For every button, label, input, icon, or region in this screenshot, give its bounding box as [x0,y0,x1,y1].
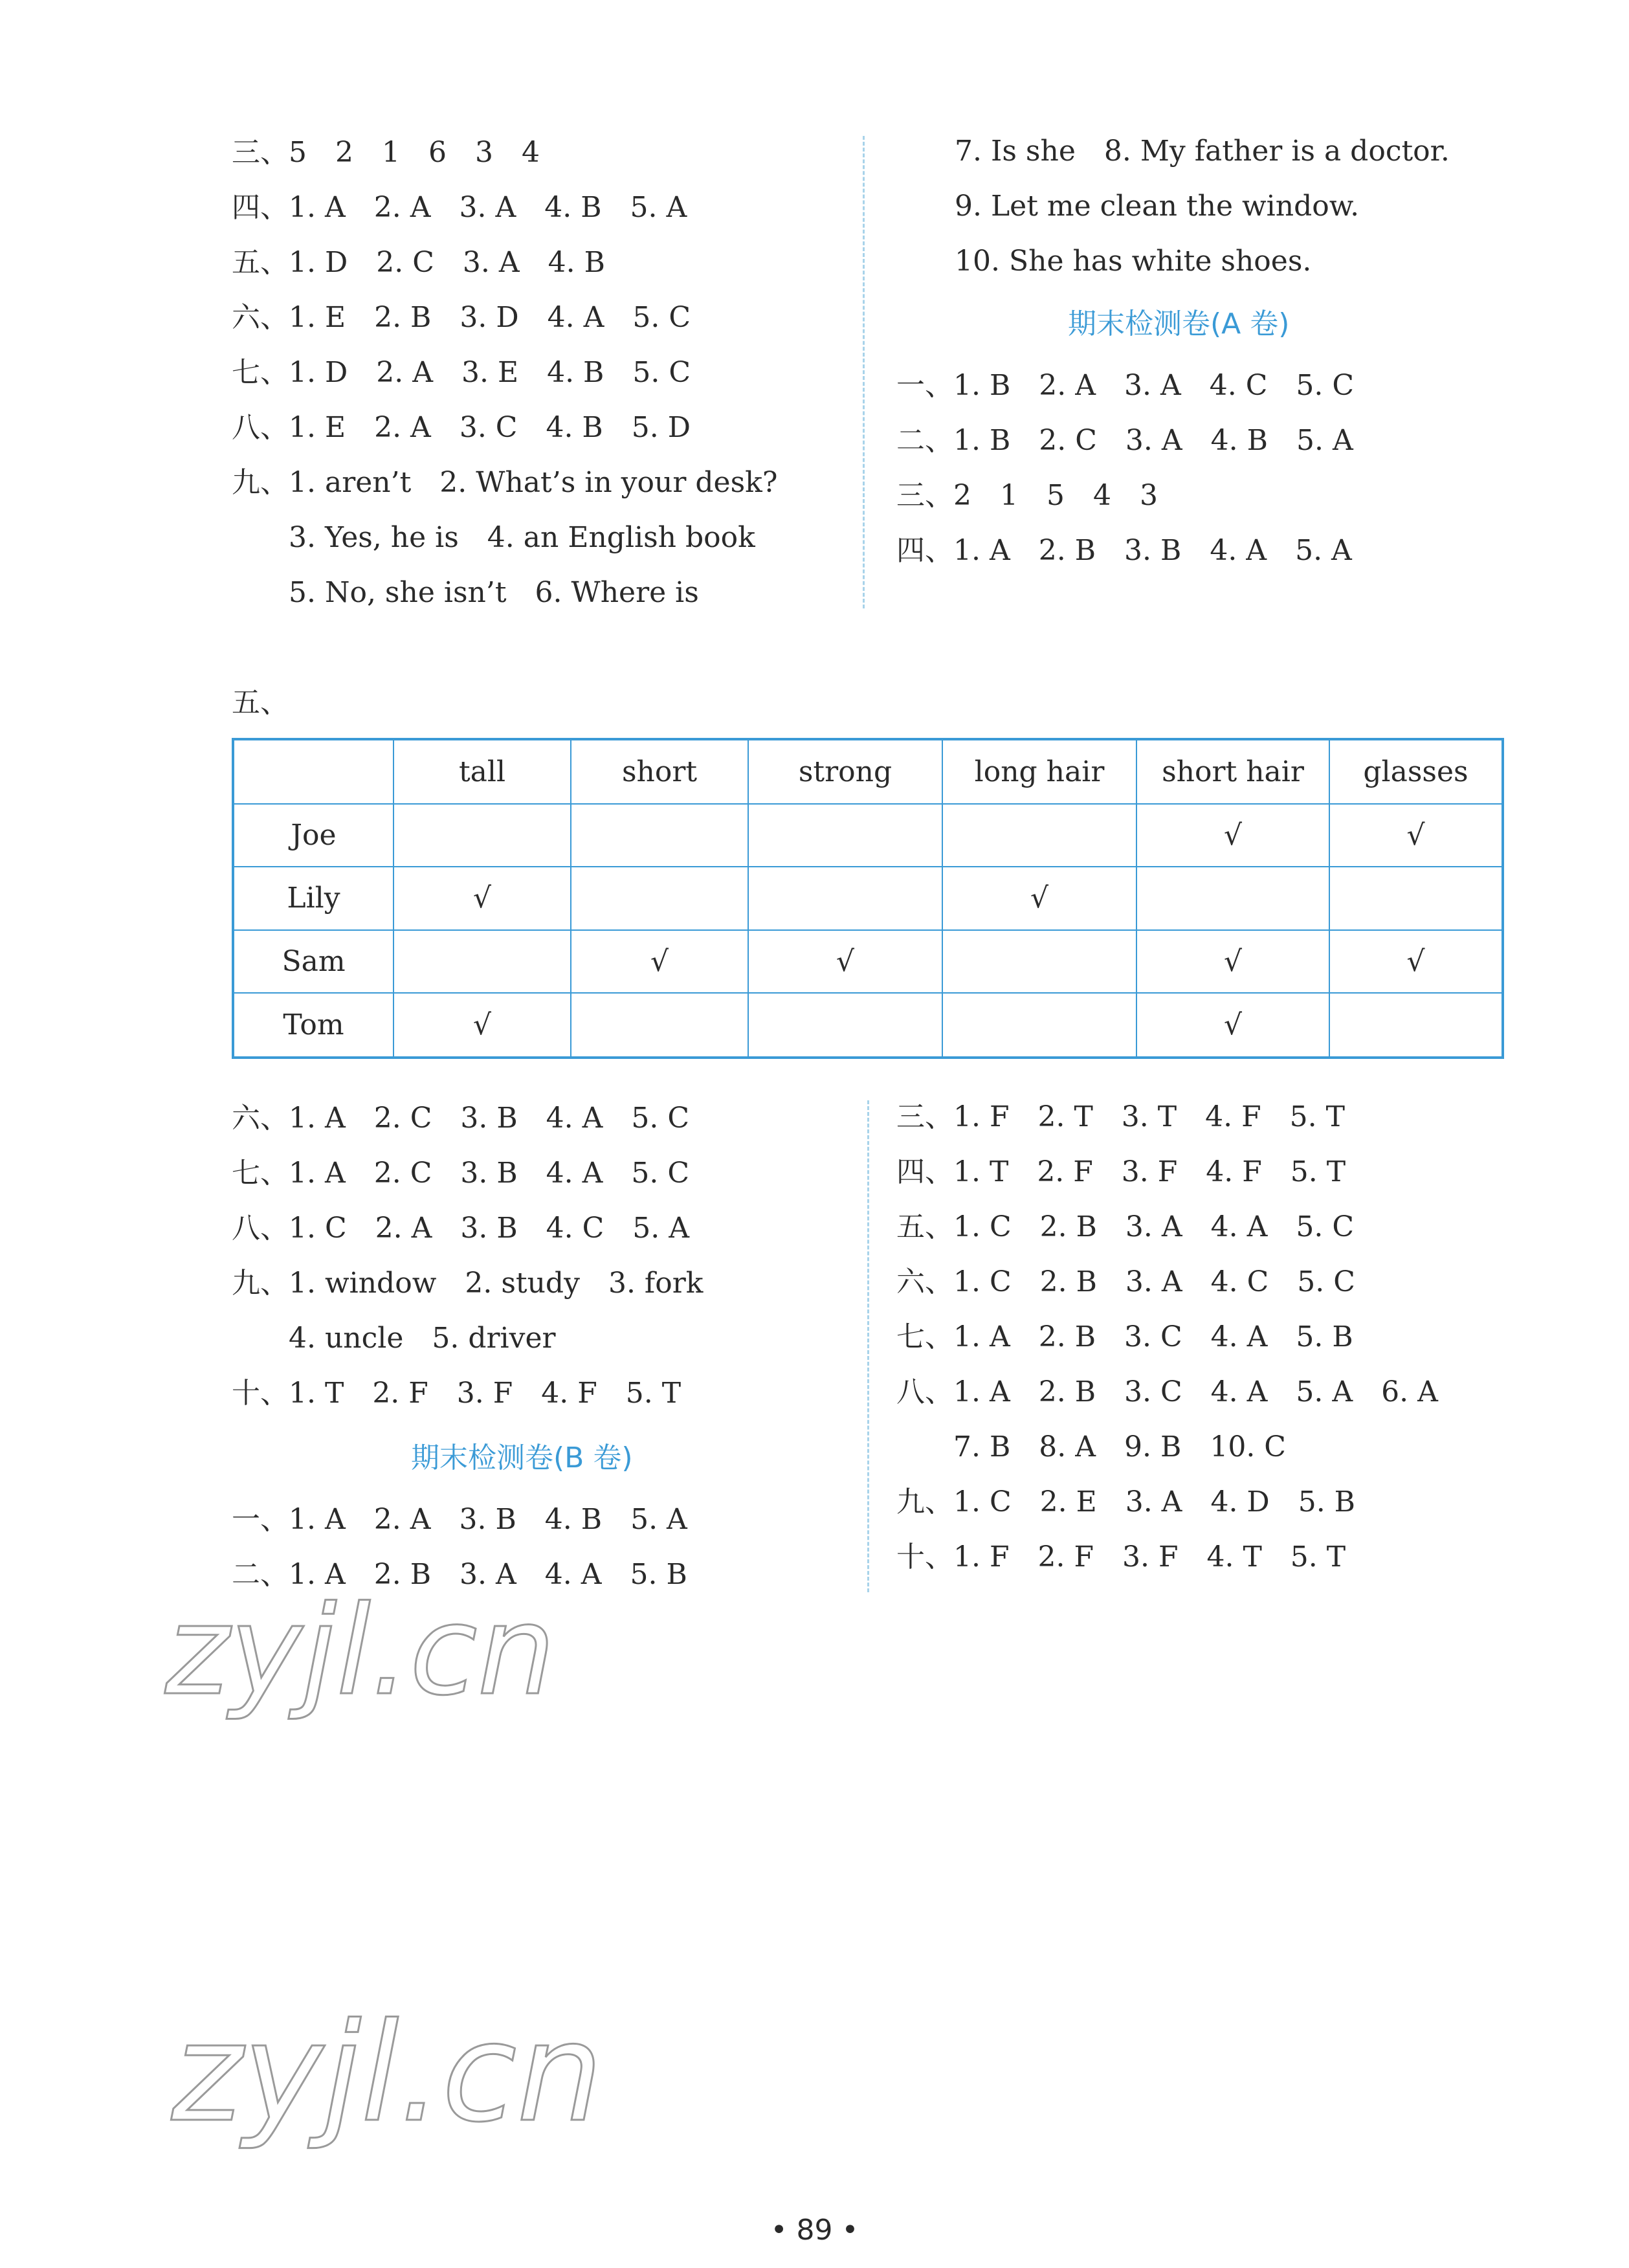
answer-line: 五、1. D 2. C 3. A 4. B [232,246,605,279]
table-cell: √ [942,867,1136,930]
table-cell [748,804,942,867]
table-cell [942,993,1136,1058]
table-cell: √ [1329,930,1503,994]
answer-line: 十、1. F 2. F 3. F 4. T 5. T [896,1540,1346,1573]
answer-line: 三、1. F 2. T 3. T 4. F 5. T [896,1100,1345,1133]
table-header: short hair [1136,739,1329,804]
table-cell [748,867,942,930]
section-heading-a: 期末检测卷(A 卷) [1068,307,1290,340]
answer-line: 二、1. B 2. C 3. A 4. B 5. A [896,424,1353,457]
row-name: Sam [233,930,393,994]
table-cell [1136,867,1329,930]
answer-line: 八、1. E 2. A 3. C 4. B 5. D [232,411,691,444]
table-cell [942,804,1136,867]
answer-line: 九、1. aren’t 2. What’s in your desk? [232,466,778,499]
answer-line: 六、1. C 2. B 3. A 4. C 5. C [896,1265,1355,1298]
table-cell [748,993,942,1058]
table-header-row [233,739,1503,804]
answer-line: 七、1. A 2. C 3. B 4. A 5. C [232,1157,690,1190]
table-cell: √ [393,867,571,930]
answer-line: 七、1. D 2. A 3. E 4. B 5. C [232,356,691,389]
answer-line: 七、1. A 2. B 3. C 4. A 5. B [896,1320,1353,1353]
answer-line: 六、1. E 2. B 3. D 4. A 5. C [232,301,691,334]
table-cell [393,930,571,994]
table-row [233,867,1503,930]
table-cell [571,993,748,1058]
answer-line: 六、1. A 2. C 3. B 4. A 5. C [232,1102,690,1135]
table-cell [1329,867,1503,930]
table-cell [571,804,748,867]
answer-line: 4. uncle 5. driver [232,1322,556,1355]
table-header: long hair [942,739,1136,804]
answer-line: 八、1. C 2. A 3. B 4. C 5. A [232,1212,690,1245]
table-cell [571,867,748,930]
answer-line: 7. Is she 8. My father is a doctor. [955,135,1450,168]
answer-table [232,738,1504,1059]
watermark-logo: zyjl.cn [165,1579,556,1722]
row-name: Tom [233,993,393,1058]
table-cell [393,804,571,867]
table-row [233,930,1503,994]
watermark-logo: zyjl.cn [172,1994,603,2152]
answer-line: 四、1. A 2. B 3. B 4. A 5. A [896,534,1352,567]
answer-line: 一、1. A 2. A 3. B 4. B 5. A [232,1503,687,1536]
table-cell: √ [1136,930,1329,994]
answer-line: 九、1. C 2. E 3. A 4. D 5. B [896,1485,1356,1518]
table-row [233,993,1503,1058]
table-header: tall [393,739,571,804]
table-header: glasses [1329,739,1503,804]
page-number: • 89 • [770,2214,859,2247]
table-header: strong [748,739,942,804]
column-divider [867,1100,869,1592]
row-name: Lily [233,867,393,930]
answer-line: 十、1. T 2. F 3. F 4. F 5. T [232,1377,682,1410]
column-divider [863,136,865,608]
answer-line: 5. No, she isn’t 6. Where is [232,576,699,609]
answer-line: 10. She has white shoes. [955,245,1312,278]
table-cell: √ [571,930,748,994]
table-cell: √ [1136,804,1329,867]
answer-line: 二、1. A 2. B 3. A 4. A 5. B [232,1558,687,1591]
answer-line: 一、1. B 2. A 3. A 4. C 5. C [896,369,1355,402]
answer-line: 3. Yes, he is 4. an English book [232,521,755,554]
answer-line: 四、1. A 2. A 3. A 4. B 5. A [232,191,687,224]
table-cell: √ [1136,993,1329,1058]
answer-line: 九、1. window 2. study 3. fork [232,1267,704,1300]
table-header: short [571,739,748,804]
answer-line: 五、1. C 2. B 3. A 4. A 5. C [896,1210,1355,1243]
table-header [233,739,393,804]
section-heading-b: 期末检测卷(B 卷) [411,1441,633,1474]
answer-line: 八、1. A 2. B 3. C 4. A 5. A 6. A [896,1375,1438,1408]
table-cell: √ [1329,804,1503,867]
answer-line: 三、2 1 5 4 3 [896,479,1158,512]
answer-line: 三、5 2 1 6 3 4 [232,136,540,169]
table-cell: √ [748,930,942,994]
answer-line: 四、1. T 2. F 3. F 4. F 5. T [896,1155,1346,1188]
section-label: 五、 [232,686,289,719]
table-cell [942,930,1136,994]
table-cell [1329,993,1503,1058]
table-row [233,804,1503,867]
answer-line: 7. B 8. A 9. B 10. C [896,1430,1286,1463]
table-cell: √ [393,993,571,1058]
row-name: Joe [233,804,393,867]
answer-line: 9. Let me clean the window. [955,190,1360,223]
